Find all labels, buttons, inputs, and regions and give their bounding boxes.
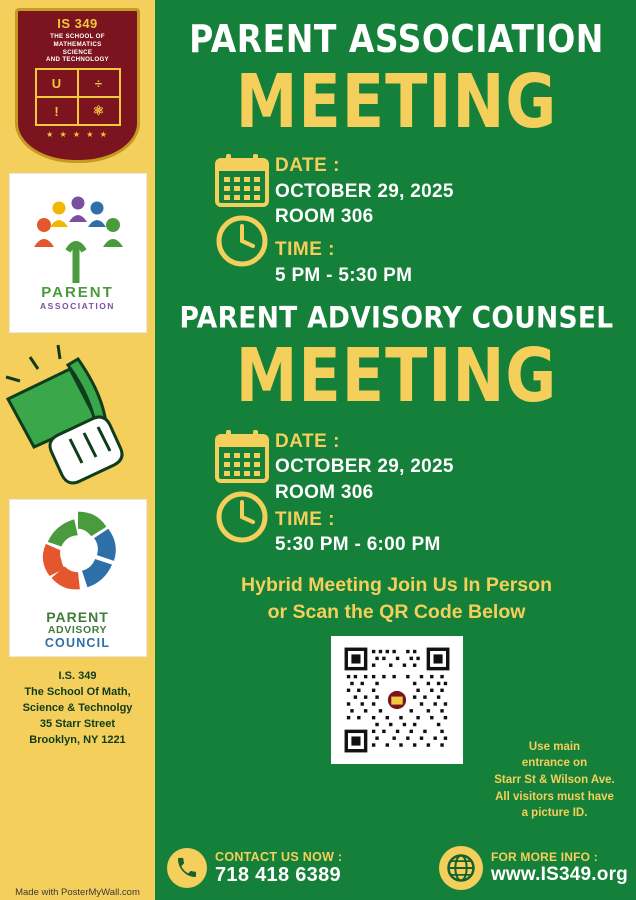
phone-text (215, 850, 342, 887)
globe-icon (439, 846, 483, 890)
pac-line2: ADVISORY (47, 623, 108, 636)
hybrid-meeting-note (167, 572, 626, 627)
meeting2-time-group (275, 508, 454, 558)
crest-school-name: THE SCHOOL OF MATHEMATICS SCIENCE AND TECHNOLOGY (46, 33, 109, 64)
crest-cell: ! (37, 98, 77, 124)
council-circle-icon (19, 506, 137, 610)
notice-line-4: All visitors must have (495, 790, 614, 803)
meeting1-icons (209, 152, 275, 268)
address-line-4: 35 Starr Street (39, 717, 116, 730)
meeting1-title-big: MEETING (235, 57, 558, 145)
calendar-icon (214, 428, 270, 484)
meeting2-details (209, 428, 626, 558)
pa-line2: ASSOCIATION (40, 300, 115, 311)
meeting2-icons (209, 428, 275, 544)
meeting1-time-group (275, 238, 454, 288)
notice-line-1: Use main (528, 740, 581, 753)
clock-icon (215, 214, 269, 268)
meeting1-time-label: TIME : (275, 238, 335, 260)
pac-line1: PARENT (46, 609, 109, 626)
calendar-icon (214, 152, 270, 208)
meeting2-title-big: MEETING (235, 331, 558, 419)
hybrid-line-2: or Scan the QR Code Below (267, 601, 526, 624)
address-line-2: The School Of Math, (24, 685, 131, 698)
pac-line3: COUNCIL (44, 635, 111, 650)
crest-cell: ÷ (79, 70, 119, 96)
meeting1-date-value: OCTOBER 29, 2025 (275, 180, 454, 202)
meeting1-details (209, 152, 626, 288)
meeting2-time-label: TIME : (275, 508, 335, 530)
qr-code[interactable] (331, 636, 463, 764)
notice-line-5: a picture ID. (521, 807, 588, 820)
crest-stars: ★ ★ ★ ★ ★ (46, 130, 109, 139)
meeting1-title-top: PARENT ASSOCIATION (189, 16, 604, 62)
address-line-5: Brooklyn, NY 1221 (29, 733, 126, 746)
poster-credit: Made with PosterMyWall.com (15, 887, 140, 898)
meeting2-room-value: ROOM 306 (275, 481, 374, 503)
clock-icon (215, 490, 269, 544)
school-crest (15, 8, 140, 163)
megaphone-icon (0, 341, 155, 491)
contact-bar (167, 846, 628, 890)
website-contact[interactable] (439, 846, 628, 890)
website-url: www.IS349.org (490, 864, 628, 885)
main-content (155, 0, 636, 900)
crest-cell: ⚛ (79, 98, 119, 124)
meeting1-text (275, 152, 454, 288)
website-label: FOR MORE INFO : (490, 850, 598, 864)
meeting2-time-value: 5:30 PM - 6:00 PM (275, 534, 441, 556)
crest-school-number: IS 349 (57, 16, 98, 31)
parent-advisory-council-logo (9, 499, 147, 657)
megaphone-illustration (0, 341, 155, 491)
meeting1-time-value: 5 PM - 5:30 PM (275, 264, 413, 286)
parent-association-text (40, 285, 115, 311)
left-sidebar (0, 0, 155, 900)
address-line-3: Science & Technolgy (22, 701, 133, 714)
address-line-1: I.S. 349 (58, 670, 97, 682)
meeting2-date-label: DATE : (275, 430, 340, 452)
meeting2-date-value: OCTOBER 29, 2025 (275, 456, 454, 478)
notice-line-2: entrance on (521, 757, 588, 770)
school-address (23, 669, 133, 749)
contact-label: CONTACT US NOW : (215, 849, 343, 864)
pac-text (45, 610, 110, 650)
meeting2-text (275, 428, 454, 558)
entrance-notice (487, 739, 622, 822)
parent-association-logo (9, 173, 147, 333)
website-text (491, 850, 628, 886)
qr-code-image (338, 643, 456, 757)
meeting2-title-top: PARENT ADVISORY COUNSEL (179, 300, 614, 336)
notice-line-3: Starr St & Wilson Ave. (494, 773, 615, 786)
people-icon (26, 195, 130, 283)
phone-contact[interactable] (167, 848, 342, 888)
hybrid-line-1: Hybrid Meeting Join Us In Person (241, 573, 552, 596)
pa-line1: PARENT (41, 284, 114, 302)
meeting1-room-value: ROOM 306 (275, 206, 374, 228)
crest-emblem-grid (35, 68, 121, 126)
contact-phone-number: 718 418 6389 (215, 863, 341, 886)
meeting1-date-label: DATE : (275, 154, 340, 176)
crest-cell: U (37, 70, 77, 96)
phone-icon (167, 848, 207, 888)
